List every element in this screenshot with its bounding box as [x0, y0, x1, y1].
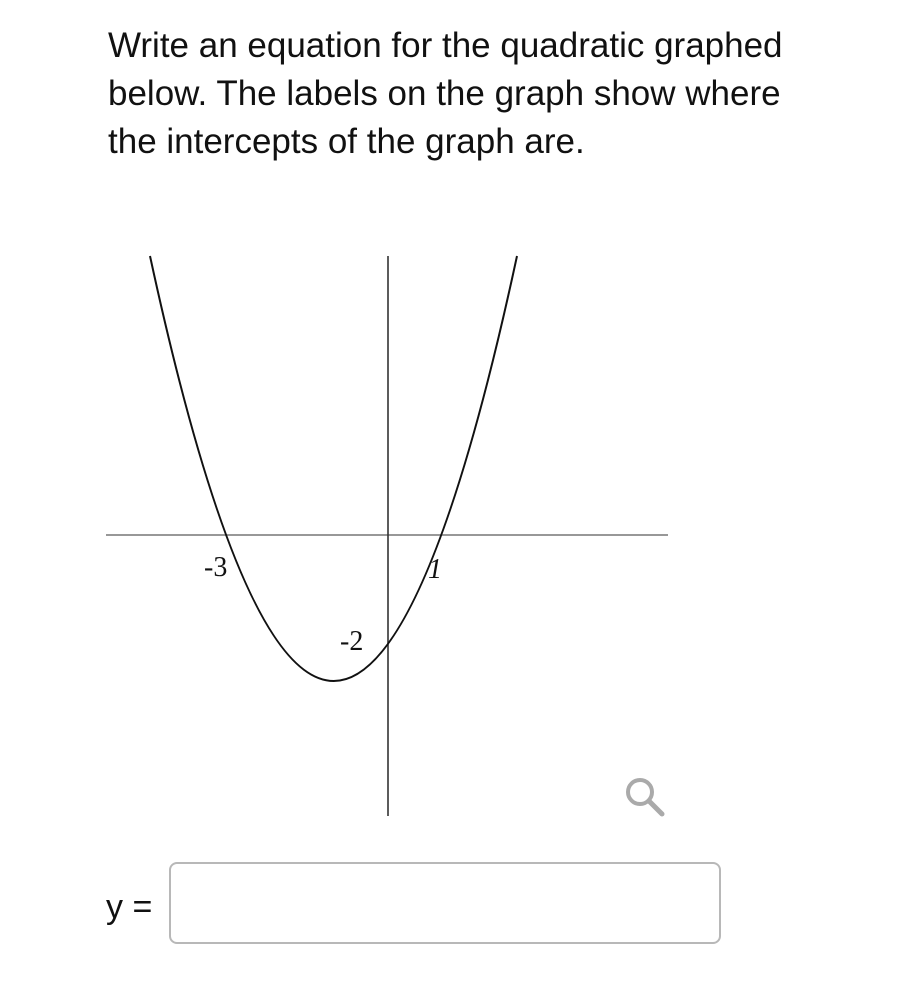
x-intercept-right-label: 1	[428, 554, 442, 585]
zoom-button[interactable]	[618, 772, 674, 822]
question-line-2: below. The labels on the graph show where	[108, 74, 781, 113]
question-line-1: Write an equation for the quadratic graphed	[108, 26, 783, 65]
magnifier-icon	[618, 772, 674, 822]
answer-input[interactable]	[169, 862, 721, 944]
x-intercept-left-label: -3	[204, 552, 228, 583]
parabola-curve	[150, 256, 517, 681]
question-line-3: the intercepts of the graph are.	[108, 122, 585, 161]
y-intercept-label: -2	[340, 626, 364, 657]
answer-label: y =	[106, 888, 153, 926]
